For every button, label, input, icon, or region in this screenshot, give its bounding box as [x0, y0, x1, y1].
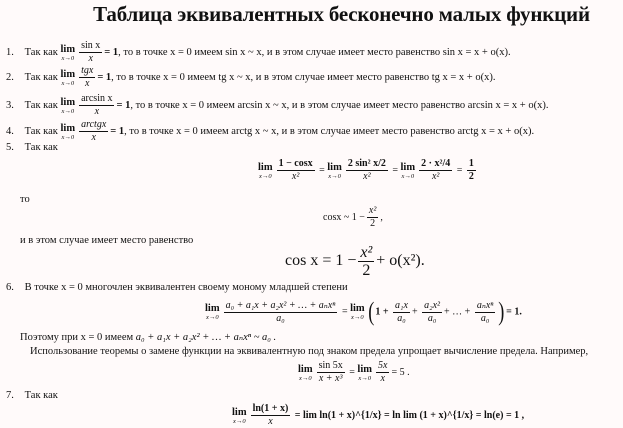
fraction: $\frac{\text{aₙxⁿ}}{\text{a₀}}$ — [476, 299, 494, 324]
item-number: 1. — [6, 46, 14, 58]
limit-operator: lim x→0 — [327, 161, 342, 180]
fraction: $\frac{\text{a₂x²}}{\text{a₀}}$ — [424, 299, 441, 324]
limit-operator: lim x→0 — [298, 363, 313, 382]
fraction: $\frac{\text{2 · x²/4}}{\text{x²}}$ — [421, 158, 451, 182]
item-text: , то в точке x = 0 имеем arctg x ~ x, и в этом случае имеет место равенство arctg x = x + o(x). — [124, 125, 535, 137]
item5-limit-formula: lim x→0 $\frac{1 - \cos x}{\text{x²}}$ = lim x→0 $\frac{\text{2 sin² x/2}}{\text{x²}}$ = lim x→0 $\frac{\text{2 · x²/4}}{\text{x²}}$ = $\frac{1}{2}$ — [258, 158, 474, 182]
polynomial-limit: lim x→0 $\frac{\text{a₀ + a₁x + a₂x² + … + aₙxⁿ}}{\text{a₀}}$ = lim x→0 (1 + $\frac{\text{a₁x}}{\text{a₀}}$ + $\frac{\text{a₂x²}}{\text{a₀}}$ + … + $\frac{\text{aₙxⁿ}}{\text{a₀}}$ )= 1. — [205, 297, 522, 326]
list-item-2 — [6, 65, 495, 90]
item-intro: В точке x = 0 многочлен эквивалентен своему моному младшей степени — [24, 282, 348, 293]
limit-operator: lim x→0 — [60, 96, 76, 115]
item-number: 4. — [6, 125, 14, 137]
item-prefix: Так как — [24, 46, 58, 58]
log-chain: = lim ln(1 + x)^{1/x} = ln lim (1 + x)^{1/x} = ln(e) = 1 , — [294, 409, 525, 421]
item-text: , то в точке x = 0 имеем tg x ~ x, и в этом случае имеет место равенство tg x = x + o(x). — [111, 71, 496, 83]
item-number: 3. — [6, 99, 14, 111]
list-item-7-intro — [6, 390, 58, 401]
example-result: = 5 . — [391, 366, 410, 378]
therefore-text: Поэтому при x = 0 имеем — [20, 332, 134, 343]
fraction: $\frac{\text{2 sin² x/2}}{\text{x²}}$ — [347, 158, 386, 182]
fraction: $\frac{\text{x²}}{2}$ — [360, 244, 373, 279]
equals-one: = 1 — [116, 99, 131, 111]
cos-equivalence: cosx ~ 1 − $\frac{\text{x²}}{2}$ , — [323, 205, 383, 229]
fraction: $\frac{\sin 5x}{\text{x + x³}}$ — [318, 360, 343, 384]
item-number: 6. — [6, 282, 14, 293]
eq-lhs: cos x = 1 − — [285, 252, 357, 270]
list-item-4 — [6, 119, 534, 144]
therefore-expression: a₀ + a₁x + a₂x² + … + aₙxⁿ ~ a₀ . — [135, 332, 277, 343]
log-limit — [232, 403, 524, 428]
limit-operator: lim x→0 — [350, 303, 365, 321]
example-limit: lim x→0 $\frac{\sin 5x}{\text{x + x³}}$ = lim x→0 $\frac{5x}{x}$ = 5 . — [298, 360, 410, 384]
fraction: $\frac{\text{sin x}}{x}$ — [81, 40, 101, 64]
item-prefix: Так как — [24, 125, 58, 137]
fraction: $\frac{5x}{x}$ — [378, 360, 388, 384]
item-prefix: Так как — [24, 99, 58, 111]
limit-operator: lim x→0 — [357, 363, 372, 382]
then-label: то — [20, 194, 30, 205]
limit-operator: lim x→0 — [60, 68, 76, 87]
item-intro: Так как — [24, 390, 58, 401]
equals-one: = 1 — [110, 125, 125, 137]
item-number: 7. — [6, 390, 14, 401]
fraction: $\frac{\ln(1 + x)}{x}$ — [252, 403, 289, 427]
equality-intro: и в этом случае имеет место равенство — [20, 235, 194, 246]
limit-operator: lim x→0 — [232, 406, 247, 425]
fraction: $\frac{1 - \cos x}{\text{x²}}$ — [278, 158, 313, 182]
item-prefix: Так как — [24, 71, 58, 83]
fraction: $\frac{\text{a₀ + a₁x + a₂x² + … + aₙxⁿ}}{\text{a₀}}$ — [225, 299, 336, 324]
fraction: $\frac{\text{a₁x}}{\text{a₀}}$ — [395, 299, 408, 324]
equiv-lhs: cosx ~ 1 − — [323, 211, 365, 223]
cos-equality — [285, 244, 425, 279]
list-item-1 — [6, 40, 511, 65]
list-item-3 — [6, 93, 548, 118]
list-item-6-intro — [6, 282, 348, 293]
theorem-text: Использование теоремы о замене функции на эквивалентную под знаком предела упрощает вычисление предела. Например, — [30, 346, 589, 357]
limit-operator: lim x→0 — [60, 122, 76, 141]
item-number: 2. — [6, 71, 14, 83]
limit-operator: lim x→0 — [205, 303, 220, 321]
item-number: 5. — [6, 142, 14, 153]
equals-one: = 1 — [97, 71, 112, 83]
limit-operator: lim x→0 — [60, 43, 76, 62]
item-text: , то в точке x = 0 имеем arcsin x ~ x, и в этом случае имеет место равенство arcsin x = x + o(x). — [130, 99, 549, 111]
therefore-line — [20, 331, 276, 343]
fraction: $\frac{\text{tgx}}{x}$ — [81, 65, 94, 89]
item-intro: Так как — [24, 142, 58, 153]
page-title: Таблица эквивалентных бесконечно малых функций — [93, 2, 590, 26]
list-item-5-intro — [6, 142, 58, 153]
result-fraction: $\frac{1}{2}$ — [468, 158, 474, 182]
fraction: $\frac{\text{arctgx}}{x}$ — [81, 119, 107, 143]
limit-operator: lim x→0 — [400, 161, 416, 180]
fraction: $\frac{\text{arcsin x}}{x}$ — [81, 93, 113, 117]
eq-tail: + o(x²). — [376, 252, 425, 270]
equals-one: = 1 — [104, 46, 119, 58]
fraction: $\frac{\text{x²}}{2}$ — [368, 205, 377, 229]
item-text: , то в точке x = 0 имеем sin x ~ x, и в этом случае имеет место равенство sin x = x + o(x). — [118, 46, 511, 58]
limit-operator: lim x→0 — [258, 161, 273, 180]
